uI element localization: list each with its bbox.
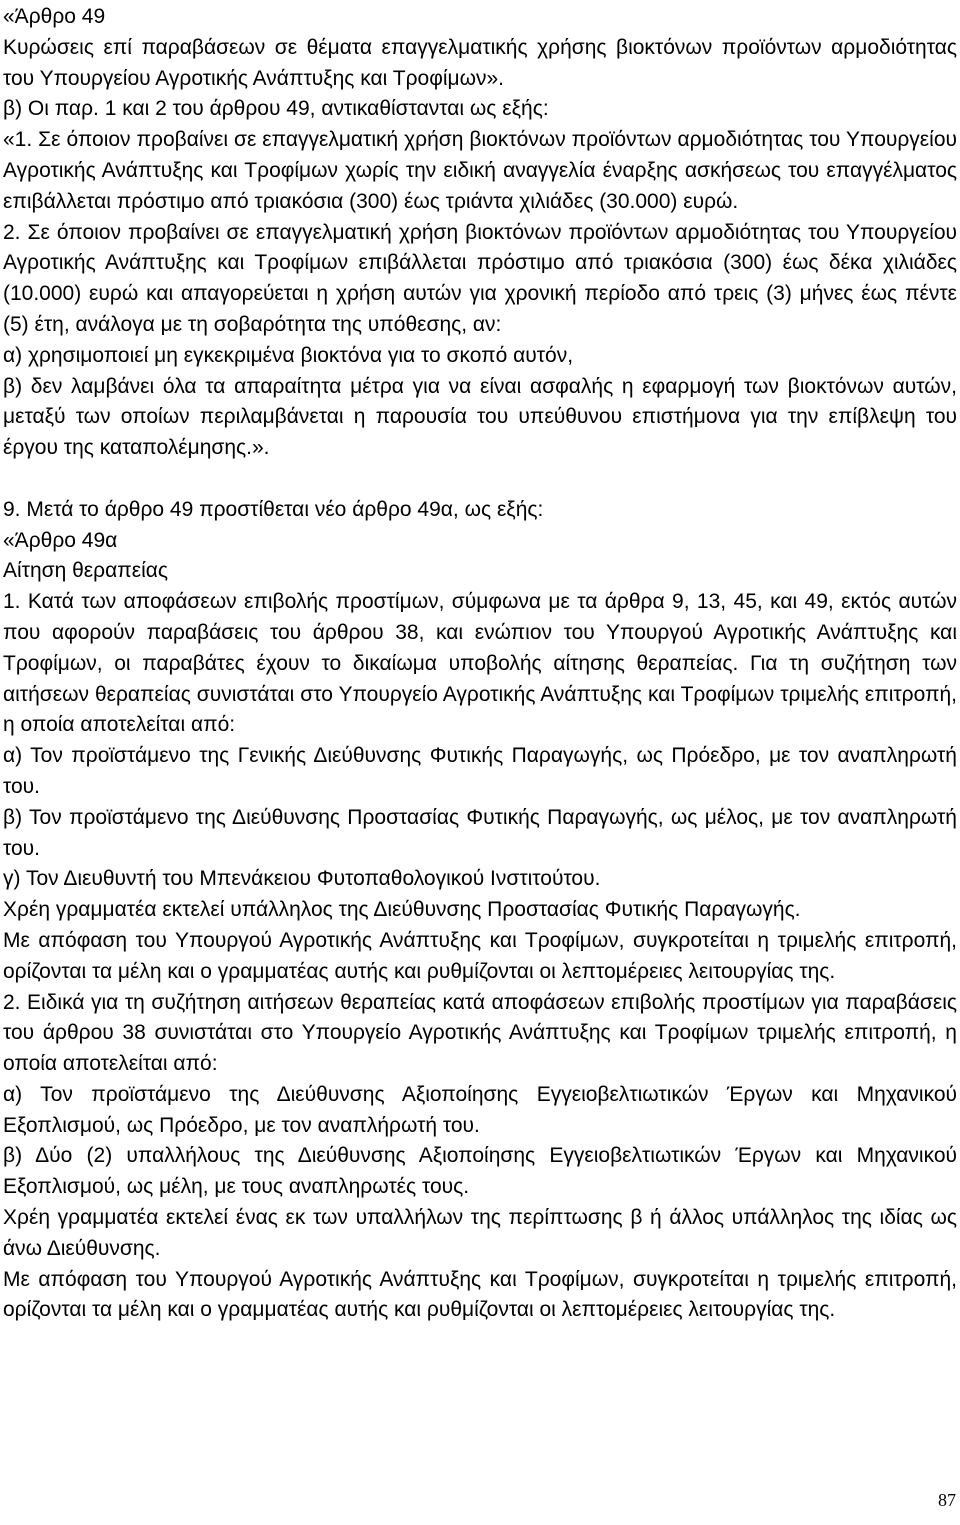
- article-49a-paragraph-1: 1. Κατά των αποφάσεων επιβολής προστίμων, σύμφωνα με τα άρθρα 9, 13, 45, και 49, εκτός αυτών που αφορούν παραβάσεις του άρθρου 38, και ενώπιον του Υπουργού Αγροτικής Ανάπτυξης και Τροφίμων, οι παραβάτες έχουν το δικαίωμα υποβολής αίτησης θεραπείας. Για τη συζήτηση των αιτήσεων θεραπείας συνιστάται στο Υπουργείο Αγροτικής Ανάπτυξης και Τροφίμων τριμελής επιτροπή, η οποία αποτελείται από:: [3, 590, 957, 737]
- article-49-title: «Άρθρο 49: [3, 5, 106, 28]
- article-49a-paragraph-2-item-b: β) Δύο (2) υπαλλήλους της Διεύθυνσης Αξιοποίησης Εγγειοβελτιωτικών Έργων και Μηχανικού Εξοπλισμού, ως μέλη, με τους αναπληρωτές τους.: [3, 1144, 957, 1199]
- item-9-intro: 9. Μετά το άρθρο 49 προστίθεται νέο άρθρο 49α, ως εξής:: [3, 497, 544, 521]
- article-49-paragraph-2-item-b: β) δεν λαμβάνει όλα τα απαραίτητα μέτρα για να είναι ασφαλής η εφαρμογή των βιοκτόνων αυτών, μεταξύ των οποίων περιλαμβάνεται η παρουσία του υπεύθυνου επιστήμονα για την επίβλεψη του έργου της καταπολέμησης.».: [3, 374, 957, 460]
- article-49a-paragraph-2-item-a: α) Τον προϊστάμενο της Διεύθυνσης Αξιοποίησης Εγγειοβελτιωτικών Έργων και Μηχανικού Εξοπλισμού, ως Πρόεδρο, με τον αναπλήρωτή του.: [3, 1082, 957, 1137]
- article-49a-paragraph-2: 2. Ειδικά για τη συζήτηση αιτήσεων θεραπείας κατά αποφάσεων επιβολής προστίμων για παραβάσεις του άρθρου 38 συνιστάται στο Υπουργείο Αγροτικής Ανάπτυξης και Τροφίμων τριμελής επιτροπή, η οποία αποτελείται από:: [3, 990, 957, 1076]
- article-49a-title: «Άρθρο 49α: [3, 528, 118, 552]
- article-49a-section: [3, 495, 957, 1327]
- article-49-section: [3, 2, 957, 464]
- article-49-paragraph-2-item-a: α) χρησιμοποιεί μη εγκεκριμένα βιοκτόνα για το σκοπό αυτόν,: [3, 343, 574, 367]
- article-49-paragraph-1: «1. Σε όποιον προβαίνει σε επαγγελματική χρήση βιοκτόνων προϊόντων αρμοδιότητας του Υπουργείου Αγροτικής Ανάπτυξης και Τροφίμων χωρίς την ειδική αναγγελία έναρξης ασκήσεως του επαγγέλματος επιβάλλεται πρόστιμο από τριακόσια (300) έως τριάντα χιλιάδες (30.000) ευρώ.: [3, 128, 957, 213]
- article-49a-paragraph-2-secretary: Χρέη γραμματέα εκτελεί ένας εκ των υπαλλήλων της περίπτωσης β ή άλλος υπάλληλος της ιδίας ως άνω Διεύθυνσης.: [3, 1206, 957, 1260]
- section-spacer: [3, 464, 957, 495]
- article-49-heading: Κυρώσεις επί παραβάσεων σε θέματα επαγγελματικής χρήσης βιοκτόνων προϊόντων αρμοδιότητας του Υπουργείου Αγροτικής Ανάπτυξης και Τροφίμων».: [3, 35, 957, 90]
- article-49-paragraph-2: 2. Σε όποιον προβαίνει σε επαγγελματική χρήση βιοκτόνων προϊόντων αρμοδιότητας του Υπουργείου Αγροτικής Ανάπτυξης και Τροφίμων επιβάλλεται πρόστιμο από τριακόσια (300) έως δέκα χιλιάδες (10.000) ευρώ και απαγορεύεται η χρήση αυτών για χρονική περίοδο από τρεις (3) μήνες έως πέντε (5) έτη, ανάλογα με τη σοβαρότητα της υπόθεσης, αν:: [3, 220, 957, 336]
- page-number: 87: [938, 1490, 956, 1510]
- article-49a-paragraph-2-decision: Με απόφαση του Υπουργού Αγροτικής Ανάπτυξης και Τροφίμων, συγκροτείται η τριμελής επιτροπή, ορίζονται τα μέλη και ο γραμματέας αυτής και ρυθμίζονται οι λεπτομέρειες λειτουργίας της.: [3, 1267, 957, 1322]
- article-49a-paragraph-1-secretary: Χρέη γραμματέα εκτελεί υπάλληλος της Διεύθυνσης Προστασίας Φυτικής Παραγωγής.: [3, 898, 801, 922]
- replacement-note: β) Οι παρ. 1 και 2 του άρθρου 49, αντικαθίστανται ως εξής:: [3, 97, 549, 121]
- article-49a-paragraph-1-item-b: β) Τον προϊστάμενο της Διεύθυνσης Προστασίας Φυτικής Παραγωγής, ως μέλος, με τον αναπληρωτή του.: [3, 805, 957, 860]
- article-49a-paragraph-1-item-c: γ) Τον Διευθυντή του Μπενάκειου Φυτοπαθολογικού Ινστιτούτου.: [3, 867, 601, 891]
- article-49a-paragraph-1-decision: Με απόφαση του Υπουργού Αγροτικής Ανάπτυξης και Τροφίμων, συγκροτείται η τριμελής επιτροπή, ορίζονται τα μέλη και ο γραμματέας αυτής και ρυθμίζονται οι λεπτομέρειες λειτουργίας της.: [3, 928, 957, 983]
- article-49a-paragraph-1-item-a: α) Τον προϊστάμενο της Γενικής Διεύθυνσης Φυτικής Παραγωγής, ως Πρόεδρο, με τον αναπληρωτή του.: [3, 744, 957, 798]
- article-49a-heading: Αίτηση θεραπείας: [3, 559, 169, 583]
